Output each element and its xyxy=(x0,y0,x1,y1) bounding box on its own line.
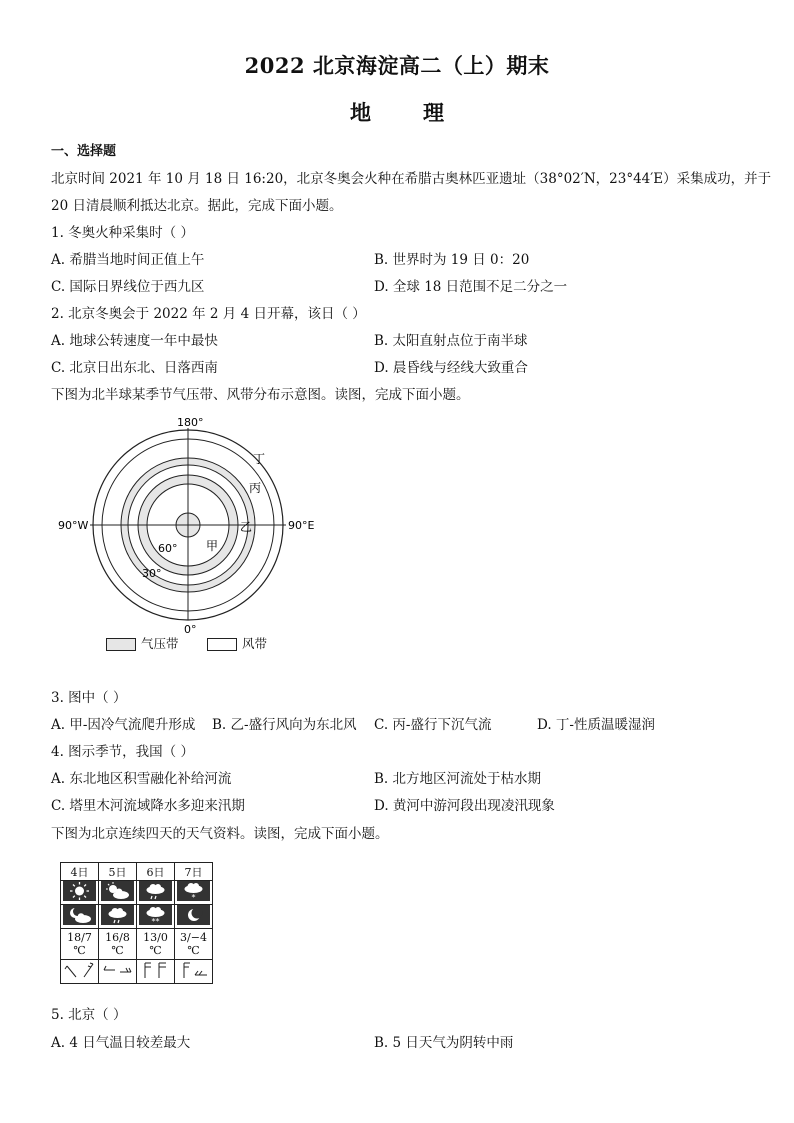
weather-temp-1: 18/7 ℃ xyxy=(61,929,99,960)
question-2-option-d[interactable]: D. 晨昏线与经线大致重合 xyxy=(374,360,528,376)
moon-cloud-icon xyxy=(63,905,96,925)
sun-icon xyxy=(63,881,96,901)
question-2-option-c[interactable]: C. 北京日出东北、日落西南 xyxy=(51,360,218,376)
question-3-option-d[interactable]: D. 丁-性质温暖湿润 xyxy=(537,717,655,733)
question-1-option-b[interactable]: B. 世界时为 19 日 0：20 xyxy=(374,252,530,268)
question-3-option-b[interactable]: B. 乙-盛行风向为东北风 xyxy=(212,717,357,733)
question-1-option-d[interactable]: D. 全球 18 日范围不足二分之一 xyxy=(374,279,568,295)
wind-symbol-icon xyxy=(139,960,172,980)
legend-wind xyxy=(207,634,267,652)
wind-symbol-icon xyxy=(101,960,134,980)
question-4-stem: 4. 图示季节，我国（ ） xyxy=(51,744,194,760)
question-5-option-a[interactable]: A. 4 日气温日较差最大 xyxy=(51,1035,191,1051)
label-bing: 丙 xyxy=(249,481,262,495)
label-yi: 乙 xyxy=(240,520,253,534)
question-2-option-b[interactable]: B. 太阳直射点位于南半球 xyxy=(374,333,528,349)
question-4-option-a[interactable]: A. 东北地区积雪融化补给河流 xyxy=(51,771,232,787)
rain-cloud-icon xyxy=(139,881,172,901)
weather-temp-2: 16/8 ℃ xyxy=(99,929,137,960)
legend-pressure xyxy=(106,634,179,652)
label-60: 60° xyxy=(158,542,178,555)
label-ding: 丁 xyxy=(253,452,266,466)
wind-symbol-icon xyxy=(63,960,96,980)
snow-cloud-icon xyxy=(177,881,210,901)
label-180: 180° xyxy=(177,416,204,429)
section-heading: 一、选择题 xyxy=(51,144,117,159)
intro-paragraph-1b: 20 日清晨顺利抵达北京。据此，完成下面小题。 xyxy=(51,198,343,214)
intro-paragraph-3: 下图为北京连续四天的天气资料。读图，完成下面小题。 xyxy=(51,826,389,842)
subject-char-2: 理 xyxy=(423,100,444,125)
label-jia: 甲 xyxy=(206,539,219,553)
weather-day-1: 4日 xyxy=(61,863,99,881)
question-5-option-b[interactable]: B. 5 日天气为阴转中雨 xyxy=(374,1035,514,1051)
question-4-option-d[interactable]: D. 黄河中游河段出现凌汛现象 xyxy=(374,798,555,814)
subject-title xyxy=(0,97,794,127)
intro-paragraph-1a: 北京时间 2021 年 10 月 18 日 16:20，北京冬奥会火种在希腊古奥林匹亚遗址（38°02′N，23°44′E）采集成功，并于 xyxy=(51,171,772,187)
question-1-option-c[interactable]: C. 国际日界线位于西九区 xyxy=(51,279,205,295)
question-4-option-b[interactable]: B. 北方地区河流处于枯水期 xyxy=(374,771,542,787)
wind-symbol-icon xyxy=(177,960,210,980)
subject-char-1: 地 xyxy=(350,100,371,125)
question-1-option-a[interactable]: A. 希腊当地时间正值上午 xyxy=(51,252,205,268)
weather-day-3: 6日 xyxy=(137,863,175,881)
rain-cloud-icon xyxy=(101,905,134,925)
question-3-option-c[interactable]: C. 丙-盛行下沉气流 xyxy=(374,717,492,733)
question-2-option-a[interactable]: A. 地球公转速度一年中最快 xyxy=(51,333,218,349)
svg-text:*: * xyxy=(191,893,196,901)
weather-day-4: 7日 xyxy=(175,863,213,881)
legend-swatch-wind xyxy=(207,638,237,651)
label-90e: 90°E xyxy=(288,519,315,532)
page-title: 2022 北京海淀高二（上）期末 xyxy=(244,53,550,78)
snow-cloud-icon xyxy=(139,905,172,925)
intro-paragraph-2: 下图为北半球某季节气压带、风带分布示意图。读图，完成下面小题。 xyxy=(51,387,470,403)
pressure-wind-belt-diagram xyxy=(50,410,340,660)
question-4-option-c[interactable]: C. 塔里木河流域降水多迎来汛期 xyxy=(51,798,245,814)
question-3-option-a[interactable]: A. 甲-因冷气流爬升形成 xyxy=(51,717,196,733)
legend-label-pressure: 气压带 xyxy=(141,636,179,651)
legend-swatch-pressure xyxy=(106,638,136,651)
weather-day-2: 5日 xyxy=(99,863,137,881)
label-30: 30° xyxy=(142,567,162,580)
question-5-stem: 5. 北京（ ） xyxy=(51,1007,127,1023)
legend-label-wind: 风带 xyxy=(242,636,268,651)
question-3-stem: 3. 图中（ ） xyxy=(51,690,127,706)
weather-temp-4: 3/−4 ℃ xyxy=(175,929,213,960)
label-90w: 90°W xyxy=(58,519,89,532)
label-0: 0° xyxy=(184,623,197,636)
weather-table xyxy=(60,862,213,984)
svg-text:**: ** xyxy=(151,917,160,925)
question-2-stem: 2. 北京冬奥会于 2022 年 2 月 4 日开幕，该日（ ） xyxy=(51,306,366,322)
moon-icon xyxy=(177,905,210,925)
weather-temp-3: 13/0 ℃ xyxy=(137,929,175,960)
sun-cloud-icon xyxy=(101,881,134,901)
question-1-stem: 1. 冬奥火种采集时（ ） xyxy=(51,225,194,241)
